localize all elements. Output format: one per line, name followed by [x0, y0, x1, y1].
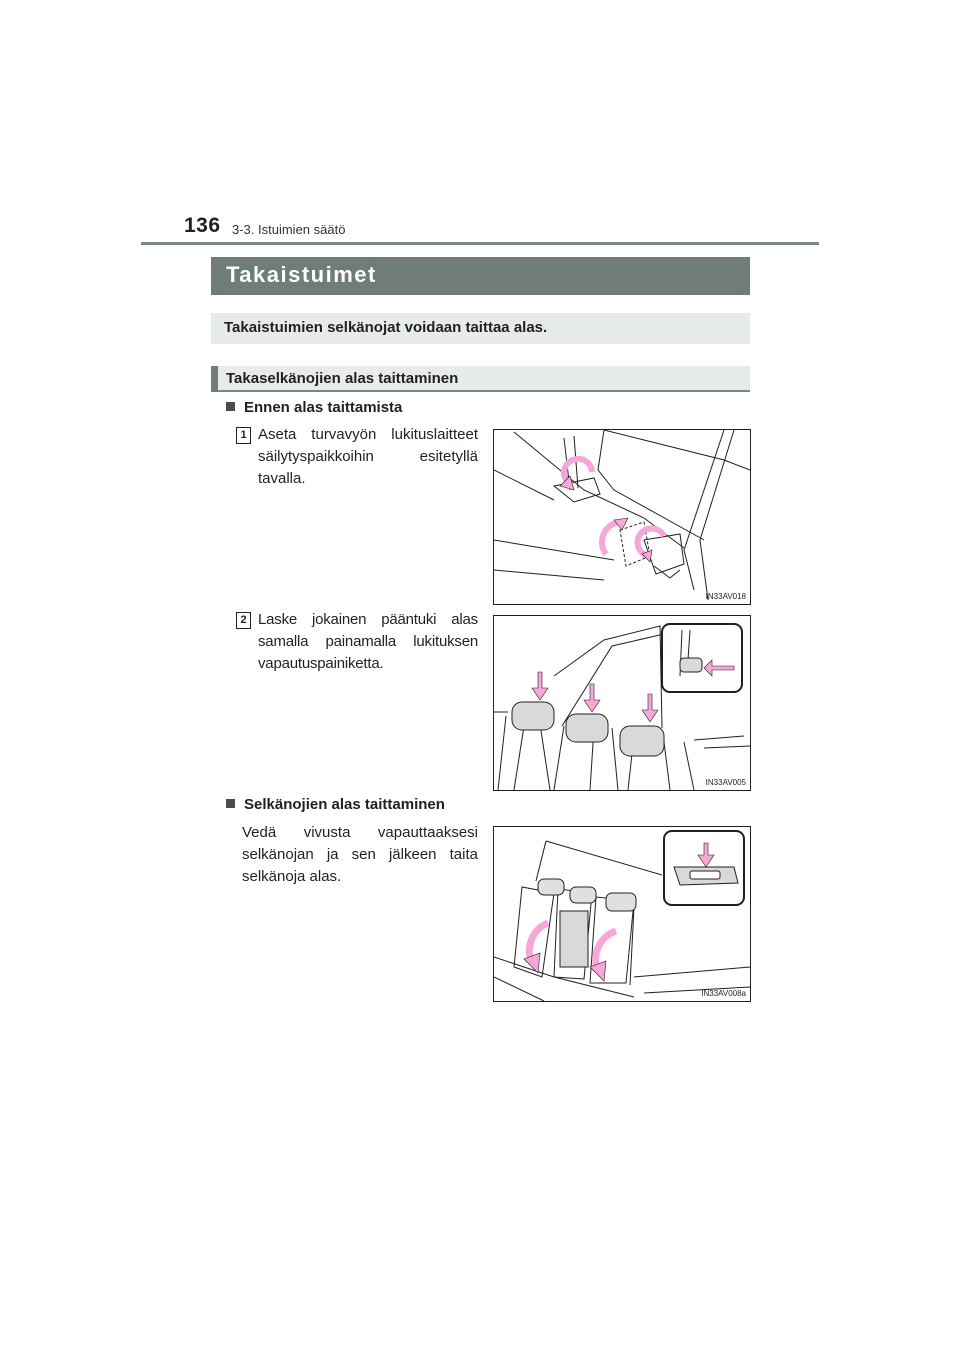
figure-headrests — [493, 615, 751, 791]
page-number: 136 — [184, 214, 221, 237]
section-title: Takaistuimet — [226, 262, 377, 287]
step-text: Aseta turvavyön lukituslaitteet säilytyspaikkoihin esitetyllä tavalla. — [258, 426, 478, 487]
figure-code: IN33AV018 — [705, 592, 746, 601]
bullet-title: Ennen alas taittamista — [244, 399, 403, 416]
step-number: 1 — [236, 427, 251, 444]
figure-seatbelt-buckles — [493, 429, 751, 605]
seatback-release-lever-illustration — [494, 827, 750, 1001]
subheading: Takaselkänojien alas taittaminen — [226, 370, 459, 387]
intro-text: Takaistuimien selkänojat voidaan taittaa alas. — [224, 319, 548, 336]
figure-seatback-release — [493, 826, 751, 1002]
seatbelt-buckle-storage-illustration — [494, 430, 750, 604]
subheading-accent — [211, 366, 218, 392]
bullet-before-folding — [226, 399, 402, 416]
header-divider — [141, 242, 819, 245]
step-text: Laske jokainen pääntuki alas samalla painamalla lukituksen vapautuspainiketta. — [258, 611, 478, 672]
breadcrumb: 3-3. Istuimien säätö — [232, 222, 346, 237]
figure-code: IN33AV005 — [705, 778, 746, 787]
figure-code: IN33AV008a — [701, 989, 746, 998]
square-bullet-icon — [226, 402, 235, 411]
bullet-folding-seatbacks — [226, 796, 445, 813]
step-number: 2 — [236, 612, 251, 629]
headrest-lowering-illustration — [494, 616, 750, 790]
fold-instruction-text: Vedä vivusta vapauttaaksesi selkänojan ja sen jälkeen taita selkänoja alas. — [242, 824, 478, 885]
square-bullet-icon — [226, 799, 235, 808]
bullet-title: Selkänojien alas taittaminen — [244, 796, 445, 813]
